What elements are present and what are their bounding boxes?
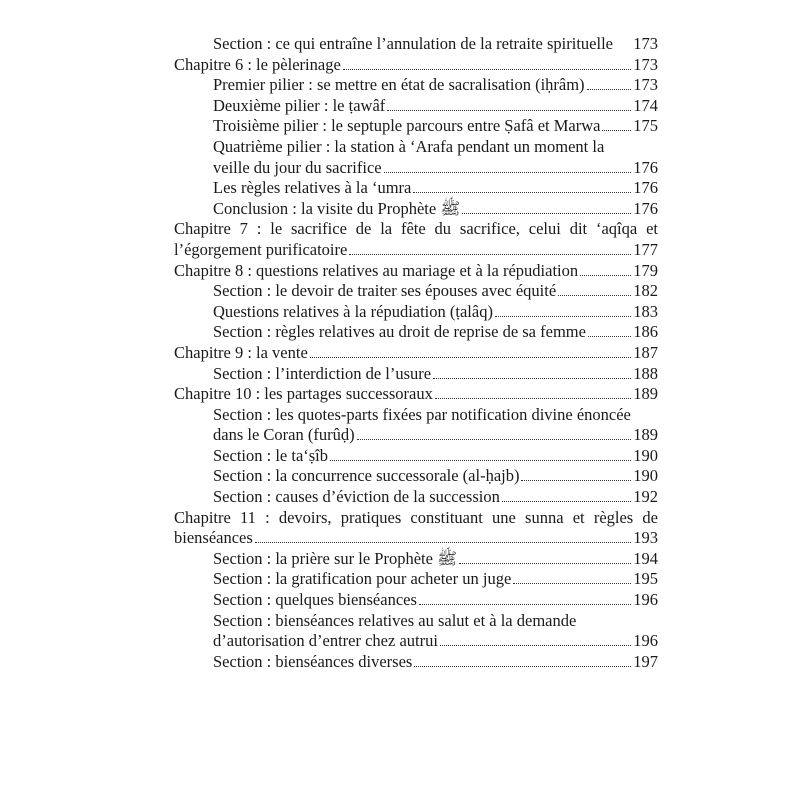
page-number: 174 <box>633 95 658 115</box>
page-number: 173 <box>633 34 658 53</box>
dot-leader <box>419 604 631 605</box>
toc-section-entry[interactable] <box>213 590 658 611</box>
page-number: 190 <box>633 466 658 486</box>
toc-entry-title: Section : la prière sur le Prophète ﷺ <box>213 548 457 568</box>
page-number: 196 <box>633 590 658 610</box>
page-number: 197 <box>633 651 658 671</box>
toc-entry-title: Troisième pilier : le septuple parcours entre Ṣafâ et Marwa <box>213 116 601 136</box>
toc-entry-title-line: Chapitre 11 : devoirs, pratiques constituant une sunna et règles de <box>174 507 658 527</box>
dot-leader <box>502 501 631 502</box>
page-number: 176 <box>633 178 658 198</box>
dot-leader <box>580 275 631 276</box>
toc-chapter-entry[interactable] <box>174 343 658 364</box>
toc-entry-title: Chapitre 8 : questions relatives au mariage et à la répudiation <box>174 260 579 280</box>
toc-entry-title: Chapitre 9 : la vente <box>174 342 308 362</box>
toc-section-entry[interactable] <box>213 446 658 467</box>
toc-section-entry[interactable] <box>213 652 658 673</box>
toc-entry-title: Section : quelques bienséances <box>213 590 417 610</box>
page-number: 192 <box>633 487 658 507</box>
toc-entry-title: Questions relatives à la répudiation (ṭalâq) <box>213 301 493 321</box>
toc-entry-title: Section : la concurrence successorale (al-ḥajb) <box>213 466 520 486</box>
toc-entry-title: Section : bienséances diverses <box>213 651 413 671</box>
toc-chapter-entry[interactable] <box>174 261 658 282</box>
toc-entry-title: Section : l’interdiction de l’usure <box>213 363 432 383</box>
page-number: 177 <box>633 239 658 259</box>
toc-entry-title-line: Section : bienséances relatives au salut et à la demande <box>213 610 577 630</box>
toc-section-entry[interactable] <box>213 75 658 96</box>
toc-entry-title: Chapitre 10 : les partages successoraux <box>174 384 433 404</box>
page-number: 183 <box>633 301 658 321</box>
page-number: 194 <box>633 548 658 568</box>
dot-leader <box>349 254 631 255</box>
dot-leader <box>414 666 631 667</box>
page-number: 187 <box>633 342 658 362</box>
toc-entry-title: Section : la gratification pour acheter un juge <box>213 569 512 589</box>
dot-leader <box>521 480 631 481</box>
dot-leader <box>255 542 631 543</box>
toc-entry-title: Section : le devoir de traiter ses épouses avec équité <box>213 281 557 301</box>
page-number: 179 <box>633 260 658 280</box>
toc-section-entry[interactable] <box>213 487 658 508</box>
toc-entry-title: l’égorgement purificatoire <box>174 239 348 259</box>
dot-leader <box>495 316 631 317</box>
dot-leader <box>587 89 632 90</box>
toc-chapter-entry[interactable] <box>174 55 658 76</box>
dot-leader <box>440 645 631 646</box>
toc-section-entry[interactable] <box>213 302 658 323</box>
page-number: 176 <box>633 198 658 218</box>
toc-section-entry[interactable] <box>213 364 658 385</box>
toc-entry-title: Section : ce qui entraîne l’annulation de la retraite spirituelle <box>213 34 613 53</box>
dot-leader <box>330 460 631 461</box>
page-number: 189 <box>633 425 658 445</box>
page-number: 186 <box>633 322 658 342</box>
toc-entry-title: bienséances <box>174 528 253 548</box>
toc-entry-title: Section : le ta‘ṣîb <box>213 445 329 465</box>
toc-entry-title: dans le Coran (furûḍ) <box>213 425 355 445</box>
toc-entry-title: Section : règles relatives au droit de reprise de sa femme <box>213 322 586 342</box>
toc-section-entry[interactable] <box>213 466 658 487</box>
toc-section-entry[interactable] <box>213 116 658 137</box>
toc-entry-title-line: Quatrième pilier : la station à ‘Arafa pendant un moment la <box>213 136 605 156</box>
toc-entry-title: veille du jour du sacrifice <box>213 157 382 177</box>
toc-chapter-entry[interactable] <box>174 384 658 405</box>
page-number: 196 <box>633 631 658 651</box>
toc-entry-title: Les règles relatives à la ‘umra <box>213 178 412 198</box>
toc-section-entry[interactable] <box>213 178 658 199</box>
page-number: 182 <box>633 281 658 301</box>
toc-entry-title: Deuxième pilier : le ṭawâf <box>213 95 386 115</box>
dot-leader <box>433 378 631 379</box>
toc-section-entry[interactable] <box>213 281 658 302</box>
toc-entry-title-line: Chapitre 7 : le sacrifice de la fête du sacrifice, celui dit ‘aqîqa et <box>174 219 658 239</box>
page-number: 190 <box>633 445 658 465</box>
dot-leader <box>558 295 631 296</box>
dot-leader <box>310 357 631 358</box>
page-number: 176 <box>633 157 658 177</box>
dot-leader <box>413 192 631 193</box>
toc-section-entry[interactable] <box>213 34 658 55</box>
page-number: 175 <box>633 116 658 136</box>
toc-section-entry[interactable] <box>213 611 658 652</box>
toc-entry-title: Conclusion : la visite du Prophète ﷺ <box>213 198 461 218</box>
page-number: 173 <box>633 54 658 74</box>
dot-leader <box>343 69 631 70</box>
toc-entry-title: Section : causes d’éviction de la succession <box>213 487 500 507</box>
page-number: 193 <box>633 528 658 548</box>
toc-entry-title-line: Section : les quotes-parts fixées par notification divine énoncée <box>213 404 631 424</box>
dot-leader <box>435 398 631 399</box>
toc-section-entry[interactable] <box>213 137 658 178</box>
dot-leader <box>588 336 631 337</box>
toc-chapter-entry[interactable] <box>174 508 658 549</box>
page-number: 189 <box>633 384 658 404</box>
toc-section-entry[interactable] <box>213 199 658 220</box>
page-number: 195 <box>633 569 658 589</box>
toc-chapter-entry[interactable] <box>174 219 658 260</box>
dot-leader <box>387 110 631 111</box>
dot-leader <box>513 583 631 584</box>
toc-entry-title: Premier pilier : se mettre en état de sacralisation (iḥrâm) <box>213 75 585 95</box>
toc-section-entry[interactable] <box>213 549 658 570</box>
toc-section-entry[interactable] <box>213 405 658 446</box>
page-number: 188 <box>633 363 658 383</box>
dot-leader <box>357 439 632 440</box>
dot-leader <box>459 563 631 564</box>
table-of-contents <box>174 34 658 672</box>
dot-leader <box>462 213 631 214</box>
dot-leader <box>602 130 631 131</box>
toc-section-entry[interactable] <box>213 569 658 590</box>
toc-entry-title: d’autorisation d’entrer chez autrui <box>213 631 438 651</box>
toc-section-entry[interactable] <box>213 322 658 343</box>
toc-section-entry[interactable] <box>213 96 658 117</box>
toc-entry-title: Chapitre 6 : le pèlerinage <box>174 54 341 74</box>
page-number: 173 <box>633 75 658 95</box>
dot-leader <box>384 172 632 173</box>
